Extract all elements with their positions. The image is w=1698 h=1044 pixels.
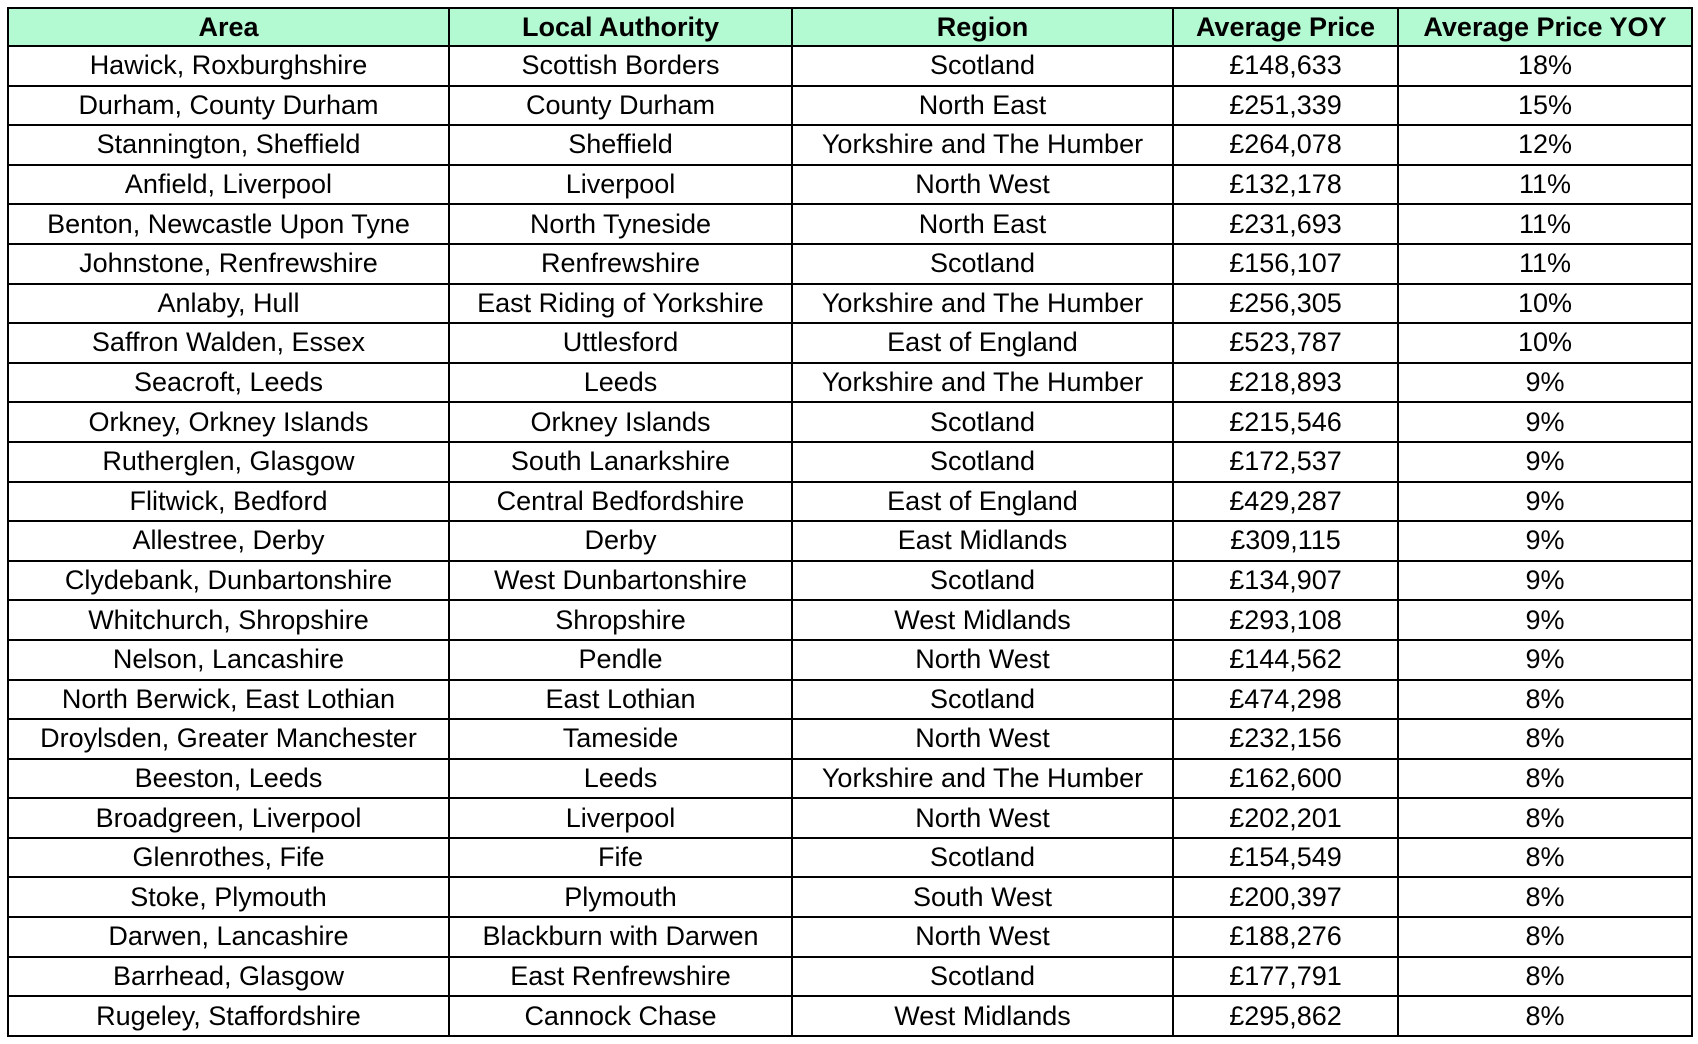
cell-local-authority: Derby: [449, 521, 792, 561]
cell-average-price: £172,537: [1173, 442, 1398, 482]
table-row: [8, 46, 1692, 86]
cell-local-authority: Sheffield: [449, 125, 792, 165]
cell-average-price: £232,156: [1173, 719, 1398, 759]
cell-average-price: £188,276: [1173, 917, 1398, 957]
cell-local-authority: Orkney Islands: [449, 402, 792, 442]
cell-local-authority: Central Bedfordshire: [449, 482, 792, 522]
cell-area: Orkney, Orkney Islands: [8, 402, 449, 442]
cell-region: Yorkshire and The Humber: [792, 759, 1173, 799]
house-price-table: [7, 7, 1693, 1037]
table-body: [8, 46, 1692, 1036]
cell-average-price-yoy: 8%: [1398, 877, 1692, 917]
cell-region: Scotland: [792, 957, 1173, 997]
cell-region: Yorkshire and The Humber: [792, 125, 1173, 165]
column-header-area: Area: [8, 8, 449, 46]
cell-average-price: £256,305: [1173, 284, 1398, 324]
cell-local-authority: Renfrewshire: [449, 244, 792, 284]
cell-local-authority: Shropshire: [449, 600, 792, 640]
cell-average-price: £215,546: [1173, 402, 1398, 442]
cell-region: North East: [792, 86, 1173, 126]
table-row: [8, 838, 1692, 878]
cell-local-authority: County Durham: [449, 86, 792, 126]
cell-region: Scotland: [792, 838, 1173, 878]
cell-area: Flitwick, Bedford: [8, 482, 449, 522]
cell-area: Anlaby, Hull: [8, 284, 449, 324]
cell-average-price-yoy: 8%: [1398, 838, 1692, 878]
cell-area: Clydebank, Dunbartonshire: [8, 561, 449, 601]
table-row: [8, 680, 1692, 720]
cell-average-price: £293,108: [1173, 600, 1398, 640]
cell-average-price-yoy: 9%: [1398, 482, 1692, 522]
cell-local-authority: Liverpool: [449, 798, 792, 838]
cell-area: Beeston, Leeds: [8, 759, 449, 799]
cell-local-authority: Tameside: [449, 719, 792, 759]
cell-average-price: £231,693: [1173, 204, 1398, 244]
cell-region: Yorkshire and The Humber: [792, 363, 1173, 403]
table-row: [8, 244, 1692, 284]
cell-average-price-yoy: 11%: [1398, 244, 1692, 284]
cell-region: Scotland: [792, 680, 1173, 720]
cell-average-price-yoy: 9%: [1398, 600, 1692, 640]
cell-region: North West: [792, 165, 1173, 205]
cell-area: Broadgreen, Liverpool: [8, 798, 449, 838]
cell-region: North West: [792, 798, 1173, 838]
cell-local-authority: South Lanarkshire: [449, 442, 792, 482]
cell-average-price-yoy: 18%: [1398, 46, 1692, 86]
cell-local-authority: Uttlesford: [449, 323, 792, 363]
table-row: [8, 86, 1692, 126]
cell-average-price-yoy: 11%: [1398, 165, 1692, 205]
cell-average-price-yoy: 8%: [1398, 719, 1692, 759]
cell-average-price: £156,107: [1173, 244, 1398, 284]
cell-average-price: £429,287: [1173, 482, 1398, 522]
cell-local-authority: West Dunbartonshire: [449, 561, 792, 601]
cell-average-price-yoy: 11%: [1398, 204, 1692, 244]
cell-average-price: £162,600: [1173, 759, 1398, 799]
cell-area: Saffron Walden, Essex: [8, 323, 449, 363]
cell-local-authority: Blackburn with Darwen: [449, 917, 792, 957]
cell-average-price-yoy: 8%: [1398, 996, 1692, 1036]
cell-region: Scotland: [792, 244, 1173, 284]
cell-average-price-yoy: 10%: [1398, 284, 1692, 324]
cell-average-price-yoy: 15%: [1398, 86, 1692, 126]
cell-area: Nelson, Lancashire: [8, 640, 449, 680]
table-row: [8, 363, 1692, 403]
cell-average-price-yoy: 8%: [1398, 759, 1692, 799]
cell-area: Allestree, Derby: [8, 521, 449, 561]
cell-local-authority: Plymouth: [449, 877, 792, 917]
table-row: [8, 640, 1692, 680]
cell-local-authority: East Renfrewshire: [449, 957, 792, 997]
cell-region: East of England: [792, 482, 1173, 522]
cell-area: Whitchurch, Shropshire: [8, 600, 449, 640]
cell-average-price-yoy: 9%: [1398, 363, 1692, 403]
column-header-average-price-yoy: Average Price YOY: [1398, 8, 1692, 46]
cell-region: South West: [792, 877, 1173, 917]
table-row: [8, 600, 1692, 640]
cell-local-authority: East Riding of Yorkshire: [449, 284, 792, 324]
cell-average-price: £251,339: [1173, 86, 1398, 126]
table-row: [8, 798, 1692, 838]
cell-area: Rutherglen, Glasgow: [8, 442, 449, 482]
table-row: [8, 759, 1692, 799]
cell-average-price: £474,298: [1173, 680, 1398, 720]
column-header-average-price: Average Price: [1173, 8, 1398, 46]
cell-region: Scotland: [792, 561, 1173, 601]
cell-region: Scotland: [792, 442, 1173, 482]
cell-region: North West: [792, 640, 1173, 680]
table-row: [8, 561, 1692, 601]
cell-average-price-yoy: 9%: [1398, 561, 1692, 601]
table-row: [8, 204, 1692, 244]
cell-local-authority: North Tyneside: [449, 204, 792, 244]
cell-local-authority: Scottish Borders: [449, 46, 792, 86]
cell-local-authority: Pendle: [449, 640, 792, 680]
cell-average-price-yoy: 8%: [1398, 798, 1692, 838]
table-row: [8, 323, 1692, 363]
table-row: [8, 442, 1692, 482]
cell-region: West Midlands: [792, 996, 1173, 1036]
cell-region: East Midlands: [792, 521, 1173, 561]
table-container: [7, 7, 1691, 1037]
column-header-region: Region: [792, 8, 1173, 46]
cell-area: North Berwick, East Lothian: [8, 680, 449, 720]
table-row: [8, 402, 1692, 442]
cell-area: Anfield, Liverpool: [8, 165, 449, 205]
cell-average-price: £132,178: [1173, 165, 1398, 205]
cell-region: Yorkshire and The Humber: [792, 284, 1173, 324]
table-row: [8, 996, 1692, 1036]
cell-local-authority: Leeds: [449, 363, 792, 403]
cell-area: Rugeley, Staffordshire: [8, 996, 449, 1036]
header-row: [8, 8, 1692, 46]
cell-region: North West: [792, 917, 1173, 957]
cell-local-authority: Liverpool: [449, 165, 792, 205]
cell-area: Johnstone, Renfrewshire: [8, 244, 449, 284]
cell-local-authority: Fife: [449, 838, 792, 878]
cell-average-price-yoy: 9%: [1398, 640, 1692, 680]
cell-region: Scotland: [792, 402, 1173, 442]
cell-average-price: £523,787: [1173, 323, 1398, 363]
column-header-local-authority: Local Authority: [449, 8, 792, 46]
table-row: [8, 917, 1692, 957]
cell-average-price-yoy: 8%: [1398, 917, 1692, 957]
cell-region: North East: [792, 204, 1173, 244]
cell-average-price-yoy: 8%: [1398, 957, 1692, 997]
cell-average-price: £202,201: [1173, 798, 1398, 838]
cell-area: Durham, County Durham: [8, 86, 449, 126]
cell-region: North West: [792, 719, 1173, 759]
table-row: [8, 165, 1692, 205]
table-row: [8, 125, 1692, 165]
cell-average-price: £148,633: [1173, 46, 1398, 86]
cell-local-authority: Leeds: [449, 759, 792, 799]
table-row: [8, 719, 1692, 759]
cell-area: Darwen, Lancashire: [8, 917, 449, 957]
cell-area: Stoke, Plymouth: [8, 877, 449, 917]
table-row: [8, 482, 1692, 522]
cell-area: Hawick, Roxburghshire: [8, 46, 449, 86]
table-row: [8, 877, 1692, 917]
cell-region: Scotland: [792, 46, 1173, 86]
cell-region: East of England: [792, 323, 1173, 363]
cell-area: Droylsden, Greater Manchester: [8, 719, 449, 759]
cell-average-price: £218,893: [1173, 363, 1398, 403]
cell-area: Glenrothes, Fife: [8, 838, 449, 878]
table-header: [8, 8, 1692, 46]
cell-average-price-yoy: 9%: [1398, 402, 1692, 442]
cell-average-price: £144,562: [1173, 640, 1398, 680]
cell-average-price: £177,791: [1173, 957, 1398, 997]
cell-average-price-yoy: 9%: [1398, 521, 1692, 561]
table-row: [8, 284, 1692, 324]
cell-area: Seacroft, Leeds: [8, 363, 449, 403]
cell-average-price-yoy: 12%: [1398, 125, 1692, 165]
cell-average-price-yoy: 9%: [1398, 442, 1692, 482]
cell-area: Barrhead, Glasgow: [8, 957, 449, 997]
cell-local-authority: East Lothian: [449, 680, 792, 720]
cell-average-price: £264,078: [1173, 125, 1398, 165]
cell-average-price: £134,907: [1173, 561, 1398, 601]
cell-average-price-yoy: 10%: [1398, 323, 1692, 363]
cell-local-authority: Cannock Chase: [449, 996, 792, 1036]
table-row: [8, 521, 1692, 561]
cell-area: Benton, Newcastle Upon Tyne: [8, 204, 449, 244]
cell-average-price: £200,397: [1173, 877, 1398, 917]
table-row: [8, 957, 1692, 997]
cell-average-price: £295,862: [1173, 996, 1398, 1036]
cell-average-price-yoy: 8%: [1398, 680, 1692, 720]
cell-average-price: £309,115: [1173, 521, 1398, 561]
cell-region: West Midlands: [792, 600, 1173, 640]
cell-area: Stannington, Sheffield: [8, 125, 449, 165]
cell-average-price: £154,549: [1173, 838, 1398, 878]
